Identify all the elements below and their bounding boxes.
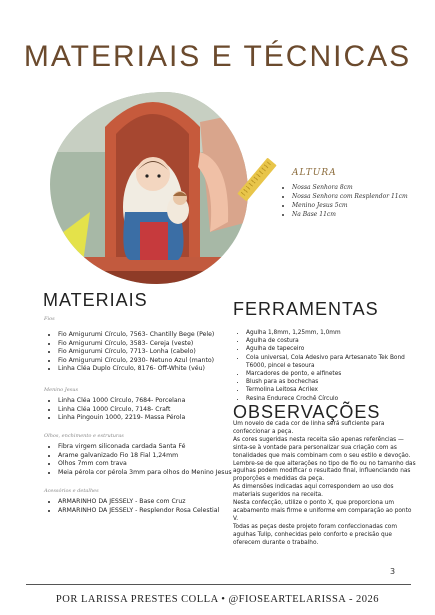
height-title: ALTURA <box>292 168 337 178</box>
tools-heading: FERRAMENTAS <box>233 299 379 319</box>
footer-credit: POR LARISSA PRESTES COLLA • @FIOSEARTELARISSA - 2026 <box>55 594 380 605</box>
product-photo <box>50 92 248 284</box>
list-item: • Arame galvanizado Fio 18 Fial 1,24mm <box>58 452 248 461</box>
list-item: • ARMARINHO DA JESSELY - Base com Cruz <box>58 498 228 507</box>
observation-paragraph: As dimensões indicadas aqui correspondem ao uso dos materiais sugeridos na receita. <box>233 484 394 499</box>
list-item: • Linha Cléa 1000 Círculo, 7684- Porcelana <box>58 397 243 406</box>
observation-paragraph: As cores sugeridas nesta receita são apenas referências — sinta-se à vontade para personalizar sua criação com as tonalidades que mais combinam com o seu estilo e devoção. <box>233 436 411 459</box>
materials-jesus-list <box>47 397 243 423</box>
list-item: • Fio Amigurumi Círculo, 3583- Cereja (veste) <box>58 340 243 349</box>
list-item: • Fio Amigurumi Círculo, 7563- Chantilly Bege (Pele) <box>58 331 243 340</box>
materials-yarn-list <box>47 331 243 374</box>
list-item: • Agulha de tapeceiro <box>246 345 426 353</box>
height-list <box>279 182 408 220</box>
list-item: • Cola universal, Cola Adesivo para Artesanato Tek Bond T6000, pincel e tesoura <box>246 354 426 370</box>
list-item: • Linha Pingouin 1000, 2219- Massa Pérola <box>58 414 243 423</box>
materials-group-label: Olhos, enchimento e estruturas <box>44 433 124 439</box>
observation-paragraph: Lembre-se de que alterações no tipo de fio ou no tamanho das agulhas podem modificar o resultado final, influenciando nas proporções e medidas da peça. <box>233 460 416 483</box>
list-item: • Blush para as bochechas <box>246 378 426 386</box>
page-number: 3 <box>390 567 396 576</box>
list-item: • Agulha 1,8mm, 1,25mm, 1,0mm <box>246 329 426 337</box>
height-item: • Menino Jesus 5cm <box>292 202 408 209</box>
list-item: • Fibra virgem siliconada cardada Santa Fé <box>58 443 248 452</box>
list-item: • Marcadores de ponto, e alfinetes <box>246 370 426 378</box>
list-item: • Linha Cléa Duplo Círculo, 8176- Off-White (véu) <box>58 365 243 374</box>
materials-group-label: Acessórios e detalhes <box>44 488 99 494</box>
materials-structure-list <box>47 443 248 477</box>
footer-divider <box>26 584 411 585</box>
list-item: • Fio Amigurumi Círculo, 2930- Netuno Azul (manto) <box>58 357 243 366</box>
list-item: • Termolina Leitosa Acrilex <box>246 386 426 394</box>
observation-paragraph: Nesta confecção, utilize o ponto X, que proporciona um acabamento mais firme e uniforme em comparação ao ponto V. <box>233 500 412 522</box>
materials-group-label: Fios <box>44 316 55 322</box>
materials-group-label: Menino Jesus <box>44 387 79 393</box>
observation-paragraph: Um novelo de cada cor de linha será suficiente para confeccionar a peça. <box>233 421 385 435</box>
materials-heading: MATERIAIS <box>43 290 148 310</box>
height-item: • Na Base 11cm <box>292 211 408 218</box>
list-item: • Agulha de costura <box>246 337 426 345</box>
tools-list <box>235 329 426 403</box>
list-item: • Fio Amigurumi Círculo, 7713- Lonha (cabelo) <box>58 348 243 357</box>
list-item: • Olhos 7mm com trava <box>58 460 248 469</box>
page-title: MATERIAIS E TÉCNICAS <box>23 40 412 73</box>
list-item: • Linha Cléa 1000 Círculo, 7148- Craft <box>58 406 243 415</box>
amigurumi-photo-illustration <box>50 92 248 284</box>
materials-accessories-list <box>47 498 228 515</box>
height-item: • Nossa Senhora 8cm <box>292 184 408 191</box>
height-item: • Nossa Senhora com Resplendor 11cm <box>292 193 408 200</box>
list-item: • Meia pérola cor pérola 3mm para olhos do Menino Jesus <box>58 469 248 478</box>
observation-paragraph: Todas as peças deste projeto foram confeccionadas com agulhas Tulip, conhecidas pelo conforto e precisão que oferecem durante o trabalho. <box>233 523 397 546</box>
observations-heading: OBSERVAÇÕES <box>233 402 381 422</box>
observations-text <box>233 421 418 548</box>
list-item: • Resina Endurece Crochê Círculo <box>246 395 426 403</box>
list-item: • ARMARINHO DA JESSELY - Resplendor Rosa Celestial <box>58 507 228 516</box>
